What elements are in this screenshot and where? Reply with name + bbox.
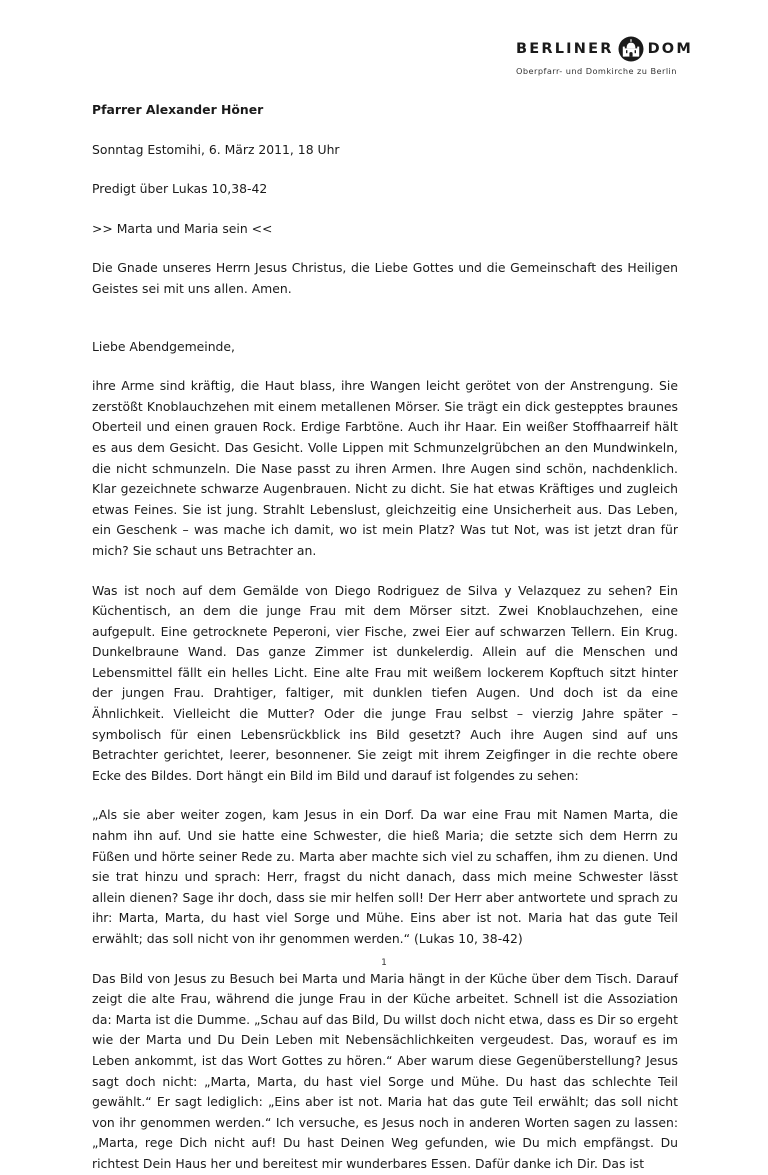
paragraph-3: „Als sie aber weiter zogen, kam Jesus in ein Dorf. Da war eine Frau mit Namen Marta, die nahm ihn auf. Und sie hatte eine Schwester, die hieß Maria; die setzte sich dem Herrn zu Füßen und hörte seiner Rede zu. Marta aber machte sich viel zu schaffen, ihm zu dienen. Und sie trat hinzu und sprach: Herr, fragst du nicht danach, dass mich meine Schwester lässt allein dienen? Sage ihr doch, dass sie mir helfen soll! Der Herr aber antwortete und sprach zu ihr: Marta, Marta, du hast viel Sorge und Mühe. Eins aber ist not. Maria hat das gute Teil erwählt; das soll nicht von ihr genommen werden.“ (Lukas 10, 38-42) xyxy=(92,807,678,946)
page-number: 1 xyxy=(381,958,387,968)
service-date: Sonntag Estomihi, 6. März 2011, 18 Uhr xyxy=(92,141,340,157)
cathedral-icon xyxy=(618,36,644,62)
paragraph-1: ihre Arme sind kräftig, die Haut blass, ihre Wangen leicht gerötet von der Anstrengung. Sie zerstößt Knoblauchzehen mit einem metallenen Mörser. Sie trägt ein dick gestepptes braunes Oberteil und einen grauen Rock. Erdige Farbtöne. Auch ihr Haar. Ein weißer Stoffhaarreif hält es aus dem Gesicht. Das Gesicht. Volle Lippen mit Schmunzelgrübchen an den Mundwinkeln, die nicht schmunzeln. Die Nase passt zu ihren Armen. Ihre Augen sind schön, nachdenklich. Klar gezeichnete schwarze Augenbrauen. Nicht zu dicht. Sie hat etwas Kräftiges und zugleich etwas Feines. Sie ist jung. Strahlt Lebenslust, gleichzeitig eine Unsicherheit aus. Das Leben, ein Geschenk – was mache ich damit, wo ist mein Platz? Was tut Not, was ist jetzt dran für mich? Sie schaut uns Betrachter an. xyxy=(92,378,678,558)
logo-row xyxy=(516,36,734,62)
berliner-dom-logo xyxy=(516,36,734,80)
blessing: Die Gnade unseres Herrn Jesus Christus, die Liebe Gottes und die Gemeinschaft des Heiligen Geistes sei mit uns allen. Amen. xyxy=(92,260,678,296)
sermon-reference: Predigt über Lukas 10,38-42 xyxy=(92,181,268,197)
paragraph-4: Das Bild von Jesus zu Besuch bei Marta und Maria hängt in der Küche über dem Tisch. Darauf zeigt die alte Frau, während die junge Frau in der Küche arbeitet. Schnell ist die Assoziation da: Marta ist die Dumme. „Schau auf das Bild, Du willst doch nicht etwa, dass es Dir so ergeht wie der Marta und Du Dein Leben mit Nebensächlichkeiten vergeudest. Das, worauf es im Leben ankommt, ist das Wort Gottes zu hören.“ Aber warum diese Gegenüberstellung? Jesus sagt doch nicht: „Marta, Marta, du hast viel Sorge und Mühe. Du hast das schlechte Teil gewählt.“ Er sagt lediglich: „Eins aber ist not. Maria hat das gute Teil erwählt; das soll nicht von ihr genommen werden.“ Ich versuche, es Jesus noch in anderen Worten sagen zu lassen: „Marta, rege Dich nicht auf! Du hast Deinen Weg gefunden, wie Du mich empfängst. Du richtest Dein Haus her und bereitest mir wunderbares Essen. Dafür danke ich Dir. Das ist xyxy=(92,970,678,1171)
document-body xyxy=(92,88,678,1175)
salutation: Liebe Abendgemeinde, xyxy=(92,338,235,354)
logo-subtitle: Oberpfarr- und Domkirche zu Berlin xyxy=(516,66,677,76)
paragraph-2: Was ist noch auf dem Gemälde von Diego Rodriguez de Silva y Velazquez zu sehen? Ein Küchentisch, an dem die junge Frau mit dem Mörser sitzt. Zwei Knoblauchzehen, eine aufgepult. Eine getrocknete Peperoni, vier Fische, zwei Eier auf schwarzen Tellern. Ein Krug. Dunkelbraune Wand. Das ganze Zimmer ist dunkelerdig. Allein auf die Menschen und Lebensmittel fällt ein helles Licht. Eine alte Frau mit weißem lockerem Kopftuch sitzt hinter der jungen Frau. Drahtiger, faltiger, mit dunklen tiefen Augen. Und doch ist da eine Ähnlichkeit. Vielleicht die Mutter? Oder die junge Frau selbst – vierzig Jahre später – symbolisch für einen Lebensrückblick ins Bild gesetzt? Auch ihre Augen sind auf uns Betrachter gerichtet, leerer, besonnener. Sie zeigt mit ihrem Zeigfinger in die rechte obere Ecke des Bildes. Dort hängt ein Bild im Bild und darauf ist folgendes zu sehen: xyxy=(92,582,678,783)
logo-word-left: BERLINER xyxy=(516,41,614,57)
logo-word-right: DOM xyxy=(647,41,693,57)
author-heading: Pfarrer Alexander Höner xyxy=(92,102,264,117)
sermon-theme: >> Marta und Maria sein << xyxy=(92,220,273,236)
